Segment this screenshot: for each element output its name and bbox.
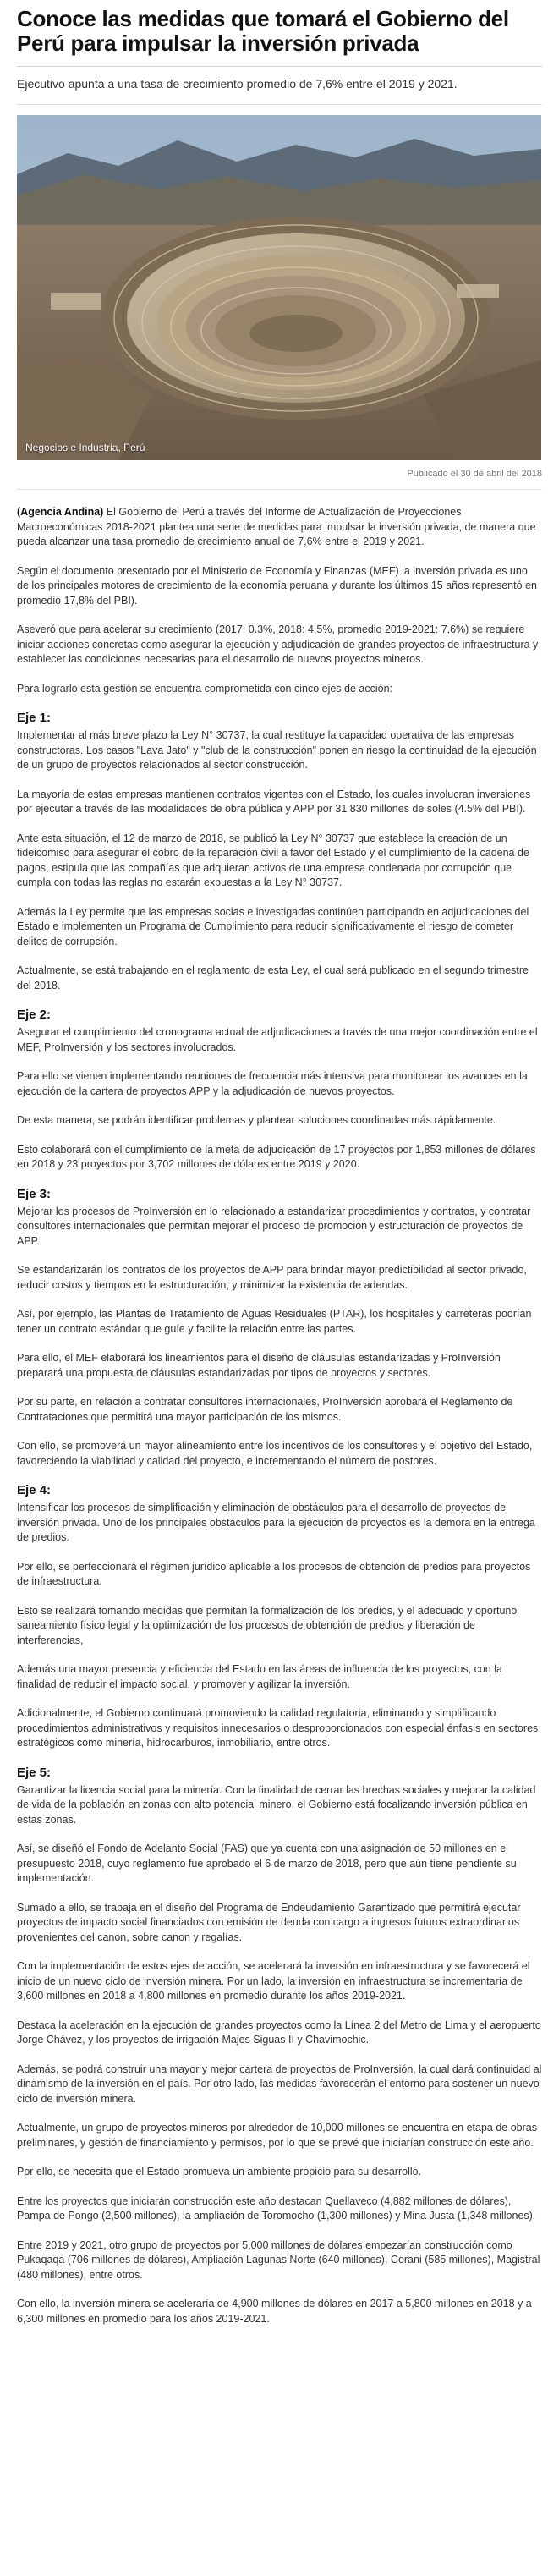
publish-date: Publicado el 30 de abril del 2018 [407, 469, 542, 479]
section-paragraph: De esta manera, se podrán identificar problemas y plantear soluciones coordinadas más rápidamente. [17, 1114, 496, 1126]
image-caption: Negocios e Industria, Perú [25, 442, 145, 453]
section-heading-eje-4: Eje 4: [17, 1483, 52, 1497]
intro-paragraph: Para lograrlo esta gestión se encuentra comprometida con cinco ejes de acción: [17, 682, 393, 695]
section-paragraph: Actualmente, un grupo de proyectos mineros por alrededor de 10,000 millones se encuentra en etapa de obras preliminares, y gestión de financiamiento y permisos, por lo que se prevé que iniciarían construcción este año. [17, 2122, 537, 2149]
section-paragraph: Para ello, el MEF elaborará los lineamientos para el diseño de cláusulas estandarizadas y ProInversión preparará una propuesta de cláusulas estandarizadas por tipos de proyectos y sectores. [17, 1352, 501, 1379]
section-paragraph: Para ello se vienen implementando reuniones de frecuencia más intensiva para monitorear los avances en la ejecución de la cartera de proyectos APP y la adjudicación de nuevos proyectos. [17, 1070, 528, 1097]
section-paragraph: Esto se realizará tomando medidas que permitan la formalización de los predios, y el adecuado y oportuno saneamiento físico legal y la optimización de los procesos de obtención de predios y liberación de interferencias, [17, 1604, 518, 1646]
section-paragraph: Garantizar la licencia social para la minería. Con la finalidad de cerrar las brechas sociales y mejorar la calidad de vida de la población en zonas con alto potencial minero, el Gobierno está focalizando inversión pública en estas zonas. [17, 1783, 536, 1826]
section-paragraph: Con ello, la inversión minera se aceleraría de 4,900 millones de dólares en 2017 a 5,800 millones en 2018 y a 6,300 millones en promedio para los años 2019-2021. [17, 2298, 532, 2325]
section-paragraph: Por su parte, en relación a contratar consultores internacionales, ProInversión aprobará el Reglamento de Contrataciones que permitirá una mayor participación de los mismos. [17, 1396, 513, 1423]
section-paragraph: Además la Ley permite que las empresas socias e investigadas continúen participando en adjudicaciones del Estado e implementen un Programa de Cumplimiento para reducir significativamente el riesgo de cometer delitos de corrupción. [17, 905, 529, 947]
source-label: (Agencia Andina) [17, 506, 104, 518]
section-paragraph: Además, se podrá construir una mayor y mejor cartera de proyectos de ProInversión, la cual dará continuidad al dinamismo de la inversión en el país. Por otro lado, las medidas favorecerán el entorno para sostener un nuevo ciclo de inversión minera. [17, 2062, 542, 2105]
section-paragraph: Mejorar los procesos de ProInversión en lo relacionado a estandarizar procedimientos y contratos, y contratar consultores internacionales que permitan mejorar el proceso de promoción y estructuración de proyectos de APP. [17, 1205, 531, 1247]
section-paragraph: Por ello, se perfeccionará el régimen jurídico aplicable a los procesos de obtención de predios para proyectos de infraestructura. [17, 1560, 531, 1587]
section-heading-eje-5: Eje 5: [17, 1765, 52, 1780]
section-paragraph: Asegurar el cumplimiento del cronograma actual de adjudicaciones a través de una mejor coordinación entre el MEF, ProInversión y los sectores involucrados. [17, 1026, 538, 1053]
subtitle-divider [17, 104, 542, 105]
section-paragraph: Con la implementación de estos ejes de acción, se acelerará la inversión en infraestructura y se favorecerá el inicio de un nuevo ciclo de inversión minera. Por un lado, la inversión en infraestructura se incrementaría de 3,600 millones en 2018 a 4,800 millones en promedio durante los años 2019-2021. [17, 1960, 530, 2002]
article-body [17, 505, 542, 2326]
section-heading-eje-1: Eje 1: [17, 711, 52, 725]
section-paragraph: Adicionalmente, el Gobierno continuará promoviendo la calidad regulatoria, eliminando y simplificando procedimientos administrativos y requisitos innecesarios o desproporcionados con especial énfasis en sectores estratégicos como minería, hidrocarburos, inmobiliario, entre otros. [17, 1707, 539, 1749]
article-subtitle: Ejecutivo apunta a una tasa de crecimiento promedio de 7,6% entre el 2019 y 2021. [17, 77, 458, 91]
section-paragraph: Actualmente, se está trabajando en el reglamento de esta Ley, el cual será publicado en el segundo trimestre del 2018. [17, 964, 529, 991]
section-paragraph: Así, por ejemplo, las Plantas de Tratamiento de Aguas Residuales (PTAR), los hospitales y carreteras podrían tener un contrato estándar que guíe y facilite la relación entre las partes. [17, 1308, 532, 1335]
section-paragraph: Entre 2019 y 2021, otro grupo de proyectos por 5,000 millones de dólares empezarían construcción como Pukaqaqa (706 millones de dólares), Ampliación Lagunas Norte (640 millones), Corani (585 millones), Magistral (480 millones), entre otros. [17, 2238, 540, 2281]
article-title: Conoce las medidas que tomará el Gobierno del Perú para impulsar la inversión privada [17, 6, 509, 56]
section-paragraph: Con ello, se promoverá un mayor alineamiento entre los incentivos de los consultores y el objetivo del Estado, favoreciendo la viabilidad y calidad del proyecto, e incrementando el número de postores. [17, 1440, 533, 1467]
intro-paragraph: Aseveró que para acelerar su crecimiento (2017: 0.3%, 2018: 4,5%, promedio 2019-2021: 7,6%) se requiere iniciar acciones concretas como asegurar la ejecución y adjudicación de grandes proyectos de infraestructura y establecer las condiciones necesarias para el desarrollo de nuevos proyectos mineros. [17, 623, 539, 665]
section-heading-eje-3: Eje 3: [17, 1186, 52, 1201]
section-paragraph: La mayoría de estas empresas mantienen contratos vigentes con el Estado, los cuales involucran inversiones por ejecutar a través de las modalidades de obra pública y APP por 31 830 millones de soles (4.5% del PBI). [17, 788, 531, 815]
intro-paragraph: Según el documento presentado por el Ministerio de Economía y Finanzas (MEF) la inversión privada es uno de los principales motores de crecimiento de la economía peruana y durante los últimos 15 años representó en promedio 17,8% del PBI). [17, 564, 537, 607]
intro-paragraph: (Agencia Andina) El Gobierno del Perú a través del Informe de Actualización de Proyecciones Macroeconómicas 2018-2021 plantea una serie de medidas para impulsar la inversión privada, de manera que pueda alcanzar una tasa promedio de crecimiento anual de 7,6% entre el 2019 y 2021. [17, 506, 536, 547]
article-photo [17, 115, 541, 460]
section-paragraph: Esto colaborará con el cumplimiento de la meta de adjudicación de 17 proyectos por 1,853 millones de dólares en 2018 y 23 proyectos por 3,702 millones de dólares entre 2019 y 2020. [17, 1143, 536, 1170]
title-divider [17, 66, 542, 67]
mine-landscape-image [17, 115, 541, 460]
section-paragraph: Destaca la aceleración en la ejecución de grandes proyectos como la Línea 2 del Metro de Lima y el aeropuerto Jorge Chávez, y los proyectos de irrigación Majes Siguas II y Chavimochic. [17, 2019, 541, 2046]
section-paragraph: Así, se diseñó el Fondo de Adelanto Social (FAS) que ya cuenta con una asignación de 50 millones en el presupuesto 2018, cuyo reglamento fue aprobado el 6 de marzo de 2018, pero que aún tiene pendiente su implementación. [17, 1843, 517, 1884]
section-paragraph: Entre los proyectos que iniciarán construcción este año destacan Quellaveco (4,882 millones de dólares), Pampa de Pongo (2,500 millones), la ampliación de Toromocho (1,300 millones) y Mina Justa (1,348 millones). [17, 2194, 536, 2222]
section-paragraph: Intensificar los procesos de simplificación y eliminación de obstáculos para el desarrollo de proyectos de inversión privada. Uno de los principales obstáculos para la ejecución de proyectos es la demora en la entrega de predios. [17, 1502, 535, 1543]
section-paragraph: Implementar al más breve plazo la Ley N° 30737, la cual restituye la capacidad operativa de las empresas constructoras. Los casos "Lava Jato" y "club de la construcción" ponen en riesgo la continuidad de la ejecución de un grupo de proyectos relacionados al sector construcción. [17, 729, 537, 771]
section-paragraph: Además una mayor presencia y eficiencia del Estado en las áreas de influencia de los proyectos, con la finalidad de reducir el impacto social, y promover y agilizar la inversión. [17, 1663, 502, 1690]
section-paragraph: Por ello, se necesita que el Estado promueva un ambiente propicio para su desarrollo. [17, 2166, 422, 2178]
section-paragraph: Ante esta situación, el 12 de marzo de 2018, se publicó la Ley N° 30737 que establece la creación de un fideicomiso para asegurar el cobro de la reparación civil a favor del Estado y el cumplimiento de la cadena de pagos, estipula que las compañías que adquieran activos de una empresa condenada por corrupción que cumpla con todas las reglas no estarán expuestas a la Ley N° 30737. [17, 832, 529, 888]
date-divider [17, 489, 542, 490]
section-paragraph: Sumado a ello, se trabaja en el diseño del Programa de Endeudamiento Garantizado que permitirá ejecutar proyectos de impacto social financiados con emisión de deuda con cargo a ingresos futuros extraordinarios provenientes del canon, sobre canon y regalías. [17, 1901, 521, 1943]
section-paragraph: Se estandarizarán los contratos de los proyectos de APP para brindar mayor predictibilidad al sector privado, reducir costos y tiempos en la estructuración, y minimizar la existencia de adendas. [17, 1264, 527, 1291]
section-heading-eje-2: Eje 2: [17, 1008, 52, 1022]
